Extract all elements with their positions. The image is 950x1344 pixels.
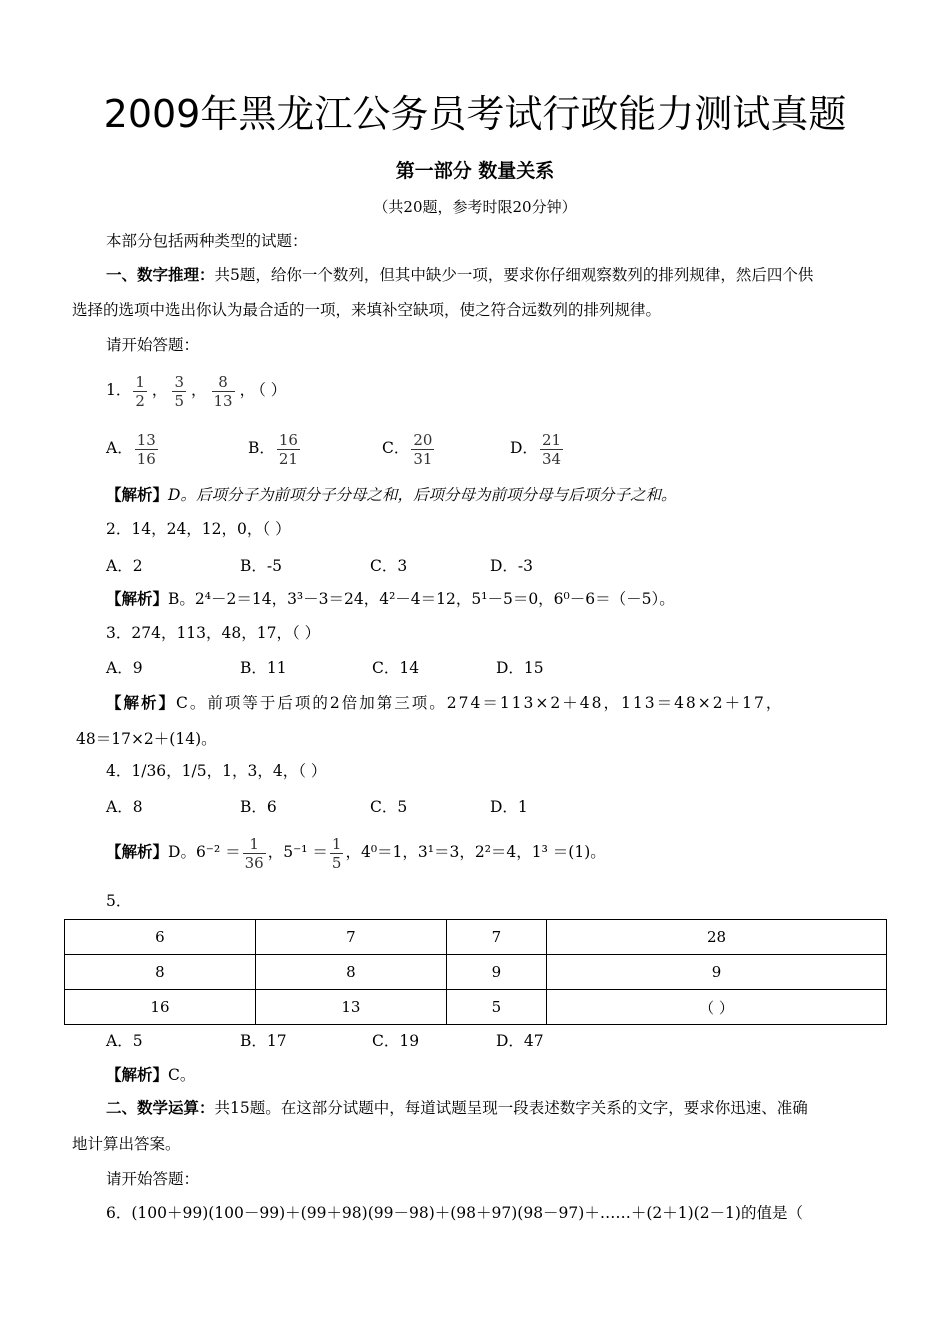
table-row (65, 955, 887, 990)
q1-option-c: C． $\frac{20}{31}$ (382, 430, 433, 468)
q1-option-d: D． $\frac{21}{34}$ (510, 430, 562, 468)
q3-option-a: A．9 (106, 659, 143, 677)
intro-text: 本部分包括两种类型的试题： (106, 232, 308, 250)
q3-analysis-line1: 【解析】C。前项等于后项的2倍加第三项。274＝113×2＋48，113＝48×2＋17， (106, 693, 784, 712)
time-note: （共20题，参考时限20分钟） (373, 198, 577, 216)
section2-label: 二、数学运算： (106, 1098, 215, 1117)
section2-paragraph (106, 1097, 808, 1119)
q1-blank: （ ） (258, 381, 287, 399)
table-cell: 7 (446, 920, 546, 955)
q4-analysis: 【解析】D。6⁻² ＝ $\frac{1}{36}$ ，5⁻¹ ＝ $\frac{1}{5}$ ，4⁰＝1，3¹＝3，2²＝4，1³ ＝(1)。 (106, 834, 606, 872)
section1-text-line2: 选择的选项中选出你认为最合适的一项，来填补空缺项，使之符合远数列的排列规律。 (72, 301, 662, 319)
q2-question: 2．14，24，12，0，（ ） (106, 520, 291, 538)
table-cell: 7 (255, 920, 446, 955)
q2-option-d: D．-3 (490, 557, 534, 575)
q1-fraction-2: $\frac{3}{5}$ (174, 372, 184, 410)
q4-analysis-fraction-2: $\frac{1}{5}$ (331, 834, 342, 872)
table-row (65, 990, 887, 1025)
q5-option-c: C．19 (372, 1032, 420, 1050)
table-cell: 16 (65, 990, 256, 1025)
q4-option-b: B．6 (240, 798, 277, 816)
start-prompt-2: 请开始答题： (106, 1170, 200, 1188)
section1-label: 一、数字推理： (106, 265, 215, 284)
q5-analysis: 【解析】C。 (106, 1065, 196, 1084)
q3-option-c: C．14 (372, 659, 420, 677)
section-subtitle: 第一部分 数量关系 (395, 160, 555, 182)
q1-number: 1． (106, 381, 132, 399)
q1-fraction-3: $\frac{8}{13}$ (213, 372, 233, 410)
table-cell: 13 (255, 990, 446, 1025)
q5-number: 5． (106, 892, 132, 910)
table-cell: 9 (547, 955, 887, 990)
q1-line: 1． $\frac{1}{2}$ ， $\frac{3}{5}$ ， $\frac{8}{13}$ ， （ ） (106, 372, 287, 410)
q4-question: 4．1/36，1/5，1，3，4，（ ） (106, 762, 327, 780)
q3-option-b: B．11 (240, 659, 287, 677)
section1-paragraph (106, 264, 813, 286)
table-row (65, 920, 887, 955)
q1-fraction-1: $\frac{1}{2}$ (135, 372, 145, 410)
table-cell: 8 (65, 955, 256, 990)
q1-analysis: 【解析】D。后项分子为前项分子分母之和，后项分母为前项分母与后项分子之和。 (106, 485, 677, 504)
q2-option-a: A．2 (106, 557, 143, 575)
q4-option-a: A．8 (106, 798, 143, 816)
table-cell: 6 (65, 920, 256, 955)
q3-analysis-line2: 48＝17×2＋(14)。 (76, 730, 217, 748)
q5-option-a: A．5 (106, 1032, 143, 1050)
q3-option-d: D．15 (496, 659, 544, 677)
table-cell: 8 (255, 955, 446, 990)
section2-text-line1: 共15题。在这部分试题中，每道试题呈现一段表述数字关系的文字，要求你迅速、准确 (214, 1099, 808, 1117)
q6-question: 6．(100＋99)(100－99)＋(99＋98)(99－98)＋(98＋97)(98－97)＋……＋(2＋1)(2－1)的值是（ (106, 1204, 803, 1222)
start-prompt: 请开始答题： (106, 336, 200, 354)
table-cell: 9 (446, 955, 546, 990)
page-title: 2009年黑龙江公务员考试行政能力测试真题 (103, 92, 847, 136)
q2-analysis: 【解析】B。2⁴－2＝14，3³－3＝24，4²－4＝12，5¹－5＝0，6⁰－6＝（－5）。 (106, 589, 675, 608)
q2-option-c: C．3 (370, 557, 408, 575)
section1-text-line1: 共5题，给你一个数列，但其中缺少一项，要求你仔细观察数列的排列规律，然后四个供 (214, 266, 814, 284)
q5-number-table (64, 919, 887, 1025)
table-cell: （ ） (547, 990, 887, 1025)
q4-analysis-fraction-1: $\frac{1}{36}$ (244, 834, 264, 872)
table-cell: 28 (547, 920, 887, 955)
q5-option-d: D．47 (496, 1032, 544, 1050)
q1-option-b: B． $\frac{16}{21}$ (248, 430, 298, 468)
q1-option-a: A． $\frac{13}{16}$ (106, 430, 156, 468)
q2-option-b: B．-5 (240, 557, 282, 575)
table-cell: 5 (446, 990, 546, 1025)
section2-text-line2: 地计算出答案。 (72, 1135, 181, 1153)
q4-option-d: D．1 (490, 798, 528, 816)
q3-question: 3．274，113，48，17，（ ） (106, 624, 321, 642)
q4-option-c: C．5 (370, 798, 408, 816)
q5-option-b: B．17 (240, 1032, 287, 1050)
